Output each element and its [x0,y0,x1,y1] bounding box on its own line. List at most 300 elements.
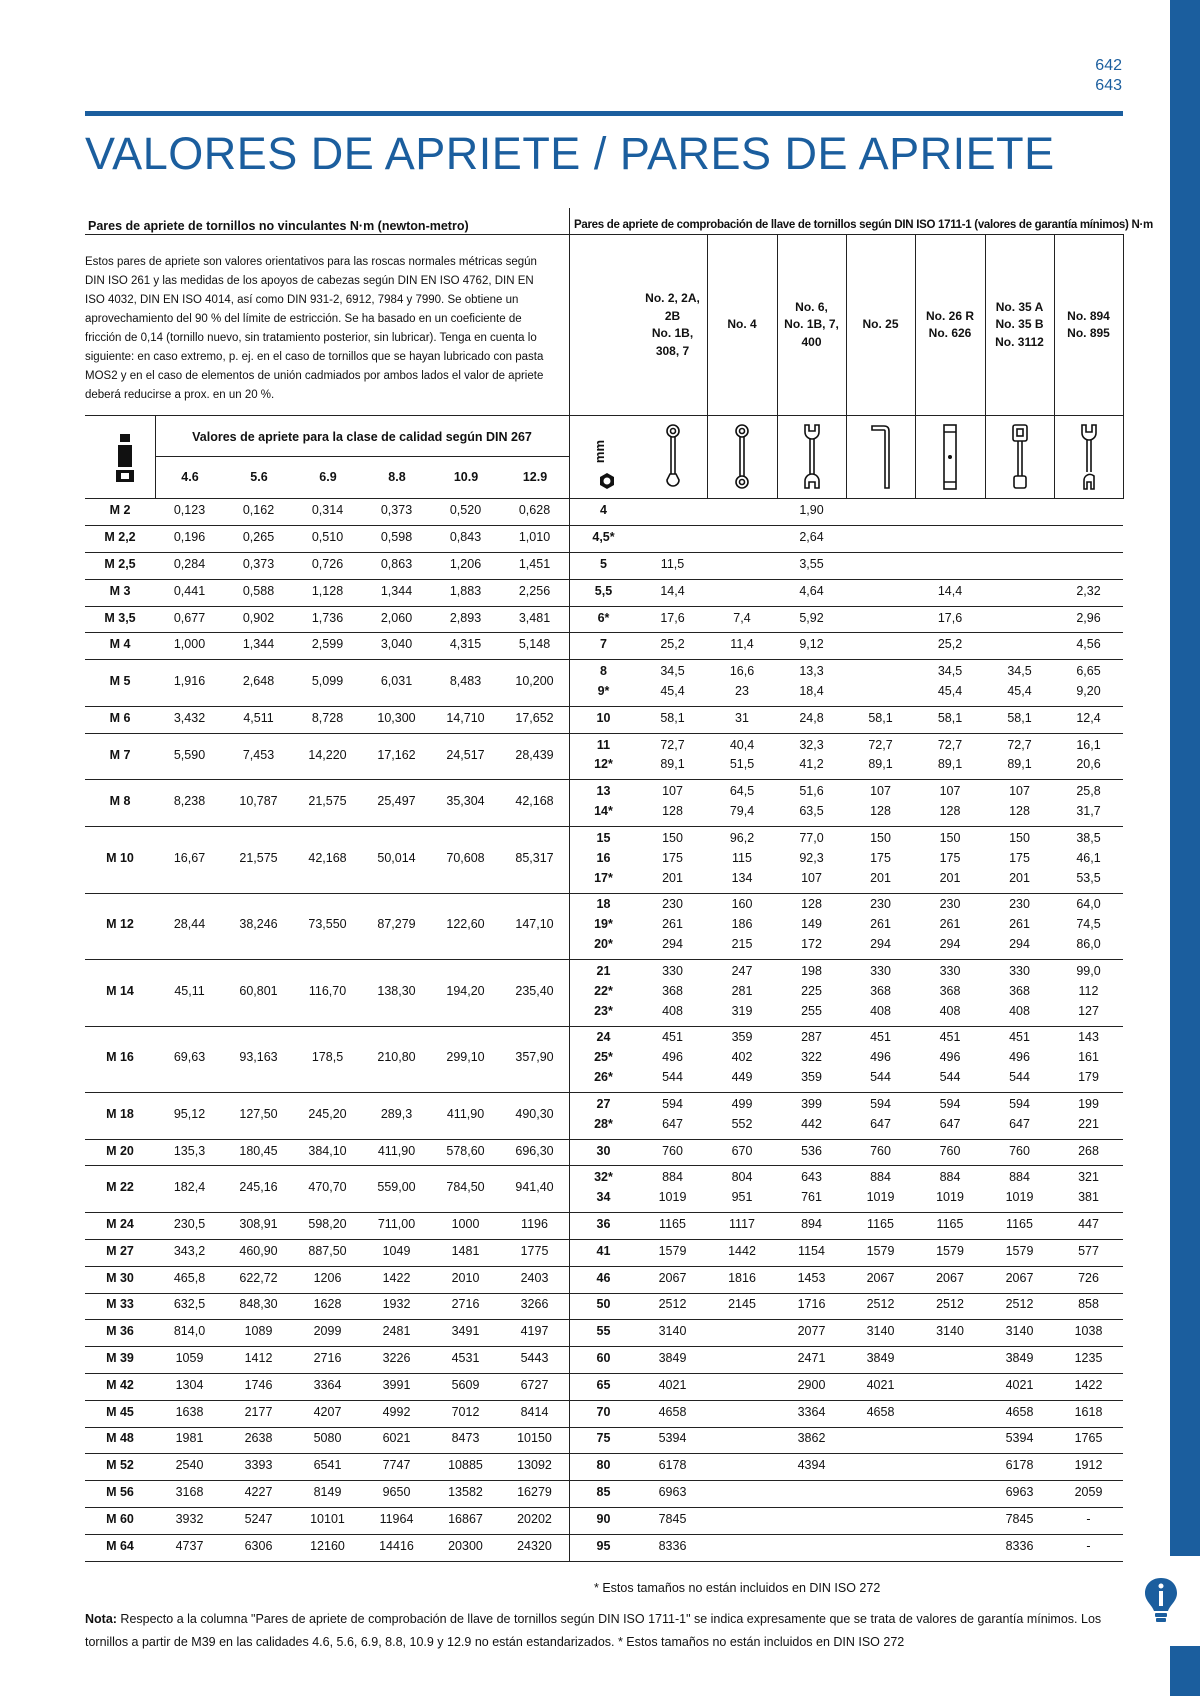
test-torque-value: 544 [662,1070,683,1085]
test-torque-value: 402 [731,1050,753,1065]
test-torque-value: 2,64 [799,530,824,545]
bolt-size: M 16 [106,1050,134,1065]
torque-value: 0,588 [242,583,275,598]
test-torque-value: 74,5 [1076,917,1101,932]
wrench-size-mm: 55 [596,1324,611,1339]
hex-key-icon [869,422,893,492]
row-rule [85,1507,1123,1508]
test-torque-value: 5,92 [799,610,824,625]
torque-value: 1412 [244,1351,273,1365]
test-torque-value: 281 [731,983,753,998]
test-torque-value: 72,7 [868,737,893,752]
torque-value: 17,162 [377,747,416,762]
test-torque-value: 58,1 [660,710,685,725]
test-torque-value: 17,6 [937,610,963,625]
torque-value: 3364 [313,1377,342,1392]
test-torque-value: 1165 [867,1217,894,1232]
wrench-size-mm: 15 [596,830,611,845]
row-rule [85,1266,1123,1267]
test-torque-value: 143 [1078,1030,1099,1045]
torque-value: 0,196 [173,530,206,545]
torque-value: 1049 [382,1243,411,1258]
test-torque-value: 230 [662,897,683,912]
test-torque-value: 198 [801,963,822,978]
bolt-size: M 30 [106,1270,134,1285]
test-torque-value: 1019 [658,1190,687,1205]
test-torque-value: 1019 [866,1190,895,1205]
torque-value: 2403 [520,1270,549,1285]
torque-value: 1,916 [173,674,206,689]
torque-value: 12160 [310,1538,345,1553]
test-torque-value: 496 [870,1050,891,1065]
test-torque-value: 24,8 [799,710,824,725]
test-torque-value: 1117 [729,1217,755,1232]
test-torque-value: 150 [662,830,683,845]
torque-value: 0,863 [380,556,413,571]
torque-value: 60,801 [239,983,278,998]
page-title: VALORES DE APRIETE / PARES DE APRIETE [85,128,1055,179]
test-torque-value: 1019 [1005,1190,1034,1205]
test-torque-value: 89,1 [660,757,685,772]
torque-value: 1089 [244,1324,273,1339]
test-torque-value: 6178 [658,1458,687,1473]
test-torque-value: 58,1 [937,710,963,725]
wrench-size-mm: 20* [594,937,613,952]
row-rule [85,1534,1123,1535]
test-torque-value: 89,1 [937,757,963,772]
row-rule [85,1346,1123,1347]
torque-value: 2,256 [518,583,551,598]
test-torque-value: 447 [1078,1217,1099,1232]
wrench-size-mm: 70 [596,1404,611,1419]
wrench-size-mm: 8 [600,664,607,679]
grade-header: 5.6 [250,470,268,484]
torque-value: 127,50 [239,1106,278,1121]
test-torque-value: 449 [731,1070,753,1085]
test-torque-value: 172 [801,937,822,952]
note-paragraph [85,1608,1117,1654]
test-torque-value: 128 [939,804,961,819]
left-table-heading: Pares de apriete de tornillos no vinculantes N·m (newton-metro) [88,219,469,233]
test-torque-value: 4021 [658,1377,687,1392]
wrench-size-mm: 24 [596,1030,611,1045]
row-rule [85,552,1123,553]
test-torque-value: 221 [1078,1116,1099,1131]
bolt-size: M 36 [106,1324,134,1339]
bolt-size: M 6 [109,710,131,725]
torque-value: 16,67 [173,850,206,865]
test-torque-value: 230 [870,897,891,912]
torque-value: 1,736 [311,610,344,625]
test-torque-value: 760 [939,1143,961,1158]
torque-value: 1638 [175,1404,204,1419]
test-torque-value: 179 [1078,1070,1099,1085]
row-rule [85,733,1123,734]
torque-value: 1059 [175,1351,204,1365]
torque-value: 28,44 [173,917,206,932]
torque-value: 14,710 [446,710,485,725]
torque-value: 8,483 [449,674,482,689]
torque-value: 941,40 [515,1180,554,1195]
torque-value: 245,20 [308,1106,347,1121]
test-torque-value: 8336 [1005,1538,1034,1553]
torque-value: 235,40 [515,983,554,998]
row-rule [85,632,1123,633]
row-rule [85,1026,1123,1027]
torque-value: 1932 [382,1297,411,1312]
test-torque-value: 884 [1009,1170,1030,1185]
test-torque-value: 451 [870,1030,891,1045]
bolt-size: M 22 [106,1180,134,1195]
wrench-size-mm: 14* [594,804,613,819]
wrench-size-mm: 41 [596,1243,611,1258]
torque-value: 5,099 [311,674,344,689]
torque-value: 6021 [382,1431,411,1446]
torque-value: 2,893 [449,610,482,625]
test-torque-value: 150 [870,830,891,845]
tool-col-line [915,234,916,499]
torque-value: 7747 [382,1458,411,1473]
torque-value: 25,497 [377,794,416,809]
wrench-size-mm: 90 [596,1511,611,1526]
test-torque-value: 32,3 [799,737,824,752]
torque-value: 1746 [244,1377,273,1392]
torque-value: 147,10 [515,917,554,932]
row-rule [85,1453,1123,1454]
test-torque-value: 884 [939,1170,961,1185]
torque-value: 0,510 [311,530,344,545]
test-torque-value: 1716 [797,1297,826,1312]
test-torque-value: 112 [1078,983,1099,998]
wrench-size-mm: 50 [596,1297,611,1312]
bolt-size: M 18 [106,1106,134,1121]
test-torque-value: 14,4 [937,583,963,598]
torque-value: 28,439 [515,747,554,762]
bolt-size: M 48 [106,1431,134,1446]
row-rule [85,1561,1123,1562]
torque-value: 8414 [520,1404,549,1419]
torque-value: 8473 [451,1431,480,1446]
test-torque-value: 17,6 [660,610,685,625]
test-torque-value: 1235 [1074,1351,1103,1365]
torque-value: 1,344 [242,637,275,652]
right-edge-line [1123,234,1124,499]
test-torque-value: 643 [801,1170,822,1185]
tubular-box-wrench-icon [938,422,962,492]
torque-value: 1481 [451,1243,480,1258]
row-rule [85,1239,1123,1240]
bolt-icon [112,432,138,484]
page-number-right: 643 [1095,77,1122,94]
test-torque-value: 294 [662,937,683,952]
test-torque-value: 14,4 [660,583,685,598]
test-torque-value: 287 [801,1030,822,1045]
grade-rule [155,456,569,457]
torque-value: 24320 [517,1538,552,1553]
torque-value: 4,511 [243,710,274,725]
test-torque-value: 294 [939,937,961,952]
test-torque-value: 18,4 [799,684,824,699]
test-torque-value: 150 [939,830,961,845]
torque-value: 0,726 [311,556,344,571]
test-torque-value: 726 [1078,1270,1099,1285]
torque-value: 465,8 [173,1270,206,1285]
tool-column-label: No. 894 No. 895 [1067,308,1110,340]
test-torque-value: 6,65 [1076,664,1101,679]
test-torque-value: 4021 [1005,1377,1034,1392]
torque-value: 24,517 [446,747,485,762]
test-torque-value: 951 [731,1190,753,1205]
wrench-size-mm: 10 [596,710,611,725]
torque-value: 9650 [382,1485,411,1499]
torque-value: 0,314 [311,503,344,518]
test-torque-value: 294 [1009,937,1030,952]
test-torque-value: 2145 [728,1297,756,1312]
test-torque-value: 150 [1009,830,1030,845]
torque-value: 8,728 [311,710,344,725]
torque-value: 14416 [379,1538,414,1553]
test-torque-value: 2471 [797,1351,826,1365]
header-bottom-rule [85,498,1123,499]
torque-value: 0,373 [242,556,275,571]
test-torque-value: 13,3 [799,664,824,679]
page-numbers [1095,56,1122,96]
test-torque-value: 41,2 [799,757,824,772]
torque-value: 0,843 [449,530,482,545]
torque-value: 1,451 [518,556,551,571]
test-torque-value: 107 [939,784,961,799]
torque-value: 5,148 [518,637,551,652]
torque-value: 2010 [451,1270,480,1285]
torque-value: 2716 [451,1297,480,1312]
test-torque-value: 670 [731,1143,753,1158]
torque-value: 1206 [313,1270,342,1285]
test-torque-value: 77,0 [799,830,824,845]
test-torque-value: 2067 [936,1270,964,1285]
torque-value: 2099 [313,1324,342,1339]
test-torque-value: 3849 [866,1351,895,1365]
torque-value: 3266 [520,1297,549,1312]
torque-value: 411,90 [377,1143,416,1158]
row-rule [85,1427,1123,1428]
torque-value: 10,787 [239,794,278,809]
row-rule [85,606,1123,607]
test-torque-value: 7845 [658,1511,687,1526]
header-rule [85,415,1123,416]
torque-value: 2638 [244,1431,273,1446]
intro-paragraph: Estos pares de apriete son valores orientativos para las roscas normales métricas según DIN ISO 261 y las medidas de los apoyos de cabezas según DIN EN ISO 4762, DIN EN ISO 4032, DIN EN ISO 4014, así como DIN 931-2, 6912, 7984 y 7990. Se obtiene un aprovechamiento del 90 % del límite de estricción. Se ha basado en un coeficiente de fricción de 0,14 (tornillo nuevo, sin tratamiento posterior, sin lubricar). Tenga en cuenta lo siguiente: en caso extremo, p. ej. en el caso de tornillos que se hayan lubricado con pasta MOS2 y en el caso de elementos de unión cadmiados por ambos lados el valor de apriete deberá reducirse a prox. en un 20 %. [85,256,544,401]
wrench-size-mm: 25* [594,1050,613,1065]
torque-value: 6727 [520,1377,549,1392]
side-accent-bar [1170,0,1200,1556]
test-torque-value: 1765 [1074,1431,1103,1446]
torque-value: 21,575 [308,794,347,809]
test-torque-value: 201 [1009,870,1030,885]
tool-column-label: No. 4 [727,317,757,332]
wrench-size-mm: 18 [596,897,611,912]
tool-column-label: No. 26 R No. 626 [925,308,974,340]
bolt-size: M 52 [106,1458,134,1473]
test-torque-value: 8336 [658,1538,687,1553]
test-torque-value: 175 [870,850,891,865]
test-torque-value: 647 [939,1116,961,1131]
torque-value: 299,10 [446,1050,485,1065]
torque-value: 16867 [448,1511,483,1526]
test-torque-value: 5394 [1005,1431,1034,1446]
torque-value: 4,315 [449,637,482,652]
bolt-size: M 20 [106,1143,134,1158]
row-rule [85,1373,1123,1374]
test-torque-value: 72,7 [1007,737,1032,752]
side-accent-bar-bottom [1170,1646,1200,1696]
row-rule [85,706,1123,707]
test-torque-value: 760 [1009,1143,1030,1158]
test-torque-value: 1019 [936,1190,964,1205]
test-torque-value: 1912 [1074,1458,1103,1473]
torque-value: 1,128 [311,583,344,598]
torque-value: 35,304 [446,794,485,809]
test-torque-value: 261 [662,917,683,932]
test-torque-value: 38,5 [1076,830,1101,845]
tool-col-line [1054,234,1055,499]
torque-value: 93,163 [239,1050,278,1065]
test-torque-value: 2512 [1005,1297,1034,1312]
torque-value: 138,30 [377,983,416,998]
mm-label: mm [592,439,608,464]
test-torque-value: 16,1 [1076,737,1101,752]
torque-value: 10,200 [515,674,554,689]
bolt-size: M 8 [109,794,131,809]
open-end-wrench-icon [800,422,824,492]
test-torque-value: 330 [939,963,961,978]
test-torque-value: 321 [1078,1170,1099,1185]
torque-value: 5609 [451,1377,480,1392]
test-torque-value: 3140 [866,1324,895,1339]
torque-value: 784,50 [446,1180,485,1195]
test-torque-value: 12,4 [1076,710,1101,725]
torque-value: 69,63 [173,1050,206,1065]
tool-col-line [985,234,986,499]
test-torque-value: 294 [870,937,891,952]
wrench-size-mm: 17* [594,870,613,885]
test-torque-value: 79,4 [729,804,755,819]
test-torque-value: 175 [662,850,683,865]
torque-value: 0,123 [173,503,206,518]
test-torque-value: 884 [662,1170,683,1185]
wrench-size-mm: 34 [596,1190,611,1205]
row-rule [85,826,1123,827]
tool-col-line [707,234,708,499]
test-torque-value: 86,0 [1076,937,1101,952]
wrench-size-mm: 9* [597,684,610,699]
test-torque-value: 359 [801,1070,822,1085]
test-torque-value: 359 [731,1030,753,1045]
test-torque-value: 16,6 [729,664,755,679]
test-torque-value: 107 [870,784,891,799]
bolt-size: M 7 [109,747,131,762]
test-torque-value: - [1086,1538,1091,1553]
test-torque-value: 577 [1078,1243,1099,1258]
test-torque-value: 2067 [866,1270,895,1285]
torque-value: 2177 [244,1404,273,1419]
test-torque-value: 9,12 [799,637,824,652]
test-torque-value: 330 [1009,963,1030,978]
test-torque-value: 330 [870,963,891,978]
test-torque-value: 1453 [797,1270,826,1285]
torque-value: 10150 [517,1431,552,1446]
test-torque-value: 4021 [866,1377,895,1392]
torque-value: 7,453 [242,747,275,762]
wrench-size-mm: 6* [597,610,610,625]
test-torque-value: 594 [1009,1096,1030,1111]
wrench-size-mm: 12* [594,757,613,772]
bolt-size: M 45 [106,1404,134,1419]
row-rule [85,1092,1123,1093]
test-torque-value: 64,5 [729,784,755,799]
torque-value: 887,50 [308,1243,347,1258]
torque-value: 1981 [175,1431,204,1446]
test-torque-value: 261 [870,917,891,932]
test-torque-value: 408 [1009,1003,1030,1018]
bolt-size: M 33 [106,1297,134,1312]
wrench-size-mm: 95 [596,1538,611,1553]
tool-column-label: No. 2, 2A, 2B No. 1B, 308, 7 [645,291,700,358]
wrench-size-mm: 7 [600,637,607,652]
wrench-size-mm: 23* [594,1003,613,1018]
double-ring-wrench-icon [730,422,754,492]
wrench-size-mm: 36 [596,1217,611,1232]
test-torque-value: 1,90 [799,503,824,518]
torque-value: 10885 [448,1458,483,1473]
test-torque-value: 2059 [1074,1485,1103,1499]
wrench-size-mm: 4 [600,503,607,518]
info-bulb-icon [1144,1576,1178,1626]
test-torque-value: 2077 [797,1324,826,1339]
torque-value: 6541 [313,1458,342,1473]
test-torque-value: 594 [662,1096,683,1111]
row-rule [85,1293,1123,1294]
hex-nut-icon [598,472,616,490]
test-torque-value: 804 [731,1170,753,1185]
bolt-size: M 2,5 [104,556,136,571]
torque-value: 230,5 [173,1217,206,1232]
test-torque-value: 368 [870,983,891,998]
torque-value: 11964 [379,1511,414,1526]
test-torque-value: 451 [662,1030,683,1045]
test-torque-value: 761 [801,1190,822,1205]
test-torque-value: 63,5 [799,804,824,819]
note-label: Nota: [85,1612,117,1626]
right-table-heading: Pares de apriete de comprobación de llave de tornillos según DIN ISO 1711-1 (valores de garantía mínimos) N·m [574,219,1153,231]
torque-value: 42,168 [308,850,347,865]
test-torque-value: 58,1 [868,710,893,725]
test-torque-value: 2,96 [1076,610,1101,625]
torque-value: 578,60 [446,1143,485,1158]
test-torque-value: 322 [801,1050,822,1065]
torque-value: 1628 [313,1297,342,1312]
test-torque-value: 3,55 [799,556,824,571]
torque-value: 70,608 [446,850,485,865]
test-torque-value: 23 [735,684,749,699]
test-torque-value: 451 [1009,1030,1030,1045]
wrench-size-mm: 4,5* [592,530,615,545]
torque-value: 180,45 [239,1143,278,1158]
bolt-size: M 2 [109,503,131,518]
test-torque-value: 1165 [936,1217,964,1232]
torque-value: 45,11 [174,983,205,998]
test-torque-value: 544 [1009,1070,1030,1085]
test-torque-value: 7,4 [733,610,751,625]
